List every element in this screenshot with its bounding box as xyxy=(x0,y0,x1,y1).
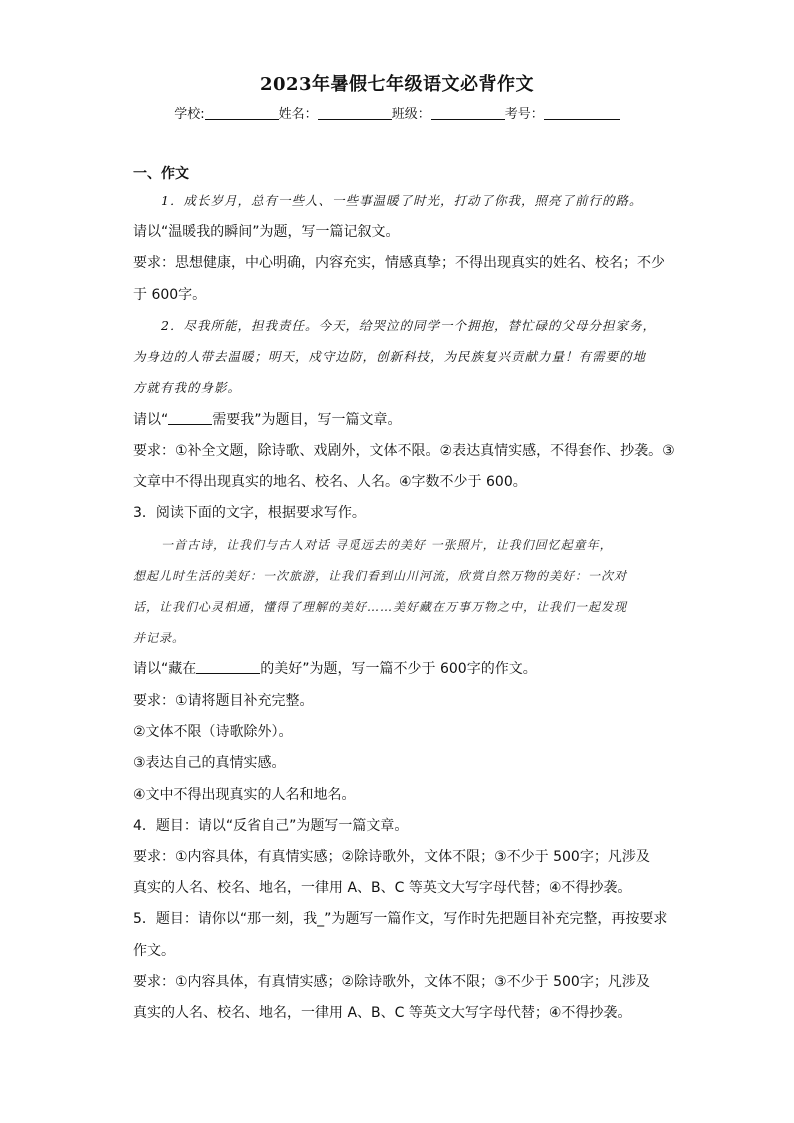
q2-material-line2: 为身边的人带去温暖；明天，戍守边防，创新科技，为民族复兴贡献力量！有需要的地 xyxy=(133,349,647,364)
q5-requirements-line1: 要求：①内容具体，有真情实感；②除诗歌外，文体不限；③不少于 500字；凡涉及 xyxy=(133,974,650,990)
q3-requirement-4: ④文中不得出现真实的人名和地名。 xyxy=(133,787,356,803)
school-label: 学校: xyxy=(174,107,205,122)
q3-stem: 3．阅读下面的文字，根据要求写作。 xyxy=(133,505,366,521)
q3-requirement-3: ③表达自己的真情实感。 xyxy=(133,755,286,771)
class-blank[interactable] xyxy=(431,105,505,120)
q1-prompt: 请以“温暖我的瞬间”为题，写一篇记叙文。 xyxy=(133,224,400,240)
q2-material-line1: 2．尽我所能，担我责任。今天，给哭泣的同学一个拥抱，替忙碌的父母分担家务， xyxy=(161,318,656,333)
q3-material-line4: 并记录。 xyxy=(133,631,186,645)
q3-requirement-2: ②文体不限（诗歌除外）。 xyxy=(133,724,293,740)
q3-title-blank[interactable] xyxy=(196,659,260,674)
q2-prompt xyxy=(133,410,402,430)
q2-requirements-line1: 要求：①补全文题，除诗歌、戏剧外，文体不限。②表达真情实感，不得套作、抄袭。③ xyxy=(133,443,675,459)
q2-prompt-end: 需要我”为题目，写一篇文章。 xyxy=(212,412,402,428)
q1-material: 1．成长岁月，总有一些人、一些事温暖了时光，打动了你我，照亮了前行的路。 xyxy=(161,193,643,208)
q3-material-line2: 想起儿时生活的美好：一次旅游，让我们看到山川河流，欣赏自然万物的美好：一次对 xyxy=(133,569,628,583)
document-title: 2023年暑假七年级语文必背作文 xyxy=(259,74,535,95)
q2-title-blank[interactable] xyxy=(168,410,212,425)
q3-prompt-end: 的美好”为题，写一篇不少于 600字的作文。 xyxy=(260,661,537,677)
q3-requirement-1: 要求：①请将题目补充完整。 xyxy=(133,693,314,709)
q4-stem: 4．题目：请以“反省自己”为题写一篇文章。 xyxy=(133,818,409,834)
q3-prompt-start: 请以“藏在 xyxy=(133,661,197,677)
exam-no-label: 考号： xyxy=(504,107,544,122)
q2-requirements-line2: 文章中不得出现真实的地名、校名、人名。④字数不少于 600。 xyxy=(133,474,527,490)
q4-requirements-line2: 真实的人名、校名、地名，一律用 A、B、C 等英文大写字母代替；④不得抄袭。 xyxy=(133,880,632,896)
q2-prompt-start: 请以“ xyxy=(133,412,169,428)
q5-stem-line2: 作文。 xyxy=(133,943,175,959)
name-blank[interactable] xyxy=(318,105,392,120)
class-label: 班级： xyxy=(391,107,431,122)
q5-requirements-line2: 真实的人名、校名、地名，一律用 A、B、C 等英文大写字母代替；④不得抄袭。 xyxy=(133,1005,632,1021)
q5-stem-line1: 5．题目：请你以“那一刻，我_”为题写一篇作文，写作时先把题目补充完整，再按要求 xyxy=(133,911,668,927)
school-blank[interactable] xyxy=(205,105,279,120)
q3-prompt xyxy=(133,659,537,679)
q1-requirements-line2: 于 600字。 xyxy=(133,287,207,303)
exam-no-blank[interactable] xyxy=(544,105,620,120)
q4-requirements-line1: 要求：①内容具体，有真情实感；②除诗歌外，文体不限；③不少于 500字；凡涉及 xyxy=(133,849,650,865)
q3-material-line1: 一首古诗，让我们与古人对话 寻觅远去的美好 一张照片，让我们回忆起童年， xyxy=(161,538,613,552)
name-label: 姓名： xyxy=(278,107,318,122)
section-title: 一、作文 xyxy=(133,166,189,182)
q2-material-line3: 方就有我的身影。 xyxy=(133,380,242,395)
q1-requirements-line1: 要求：思想健康，中心明确，内容充实，情感真挚；不得出现真实的姓名、校名；不少 xyxy=(133,255,665,271)
student-info-line xyxy=(0,103,794,122)
q3-material-line3: 话，让我们心灵相通，懂得了理解的美好……美好藏在万事万物之中，让我们一起发现 xyxy=(133,600,628,614)
